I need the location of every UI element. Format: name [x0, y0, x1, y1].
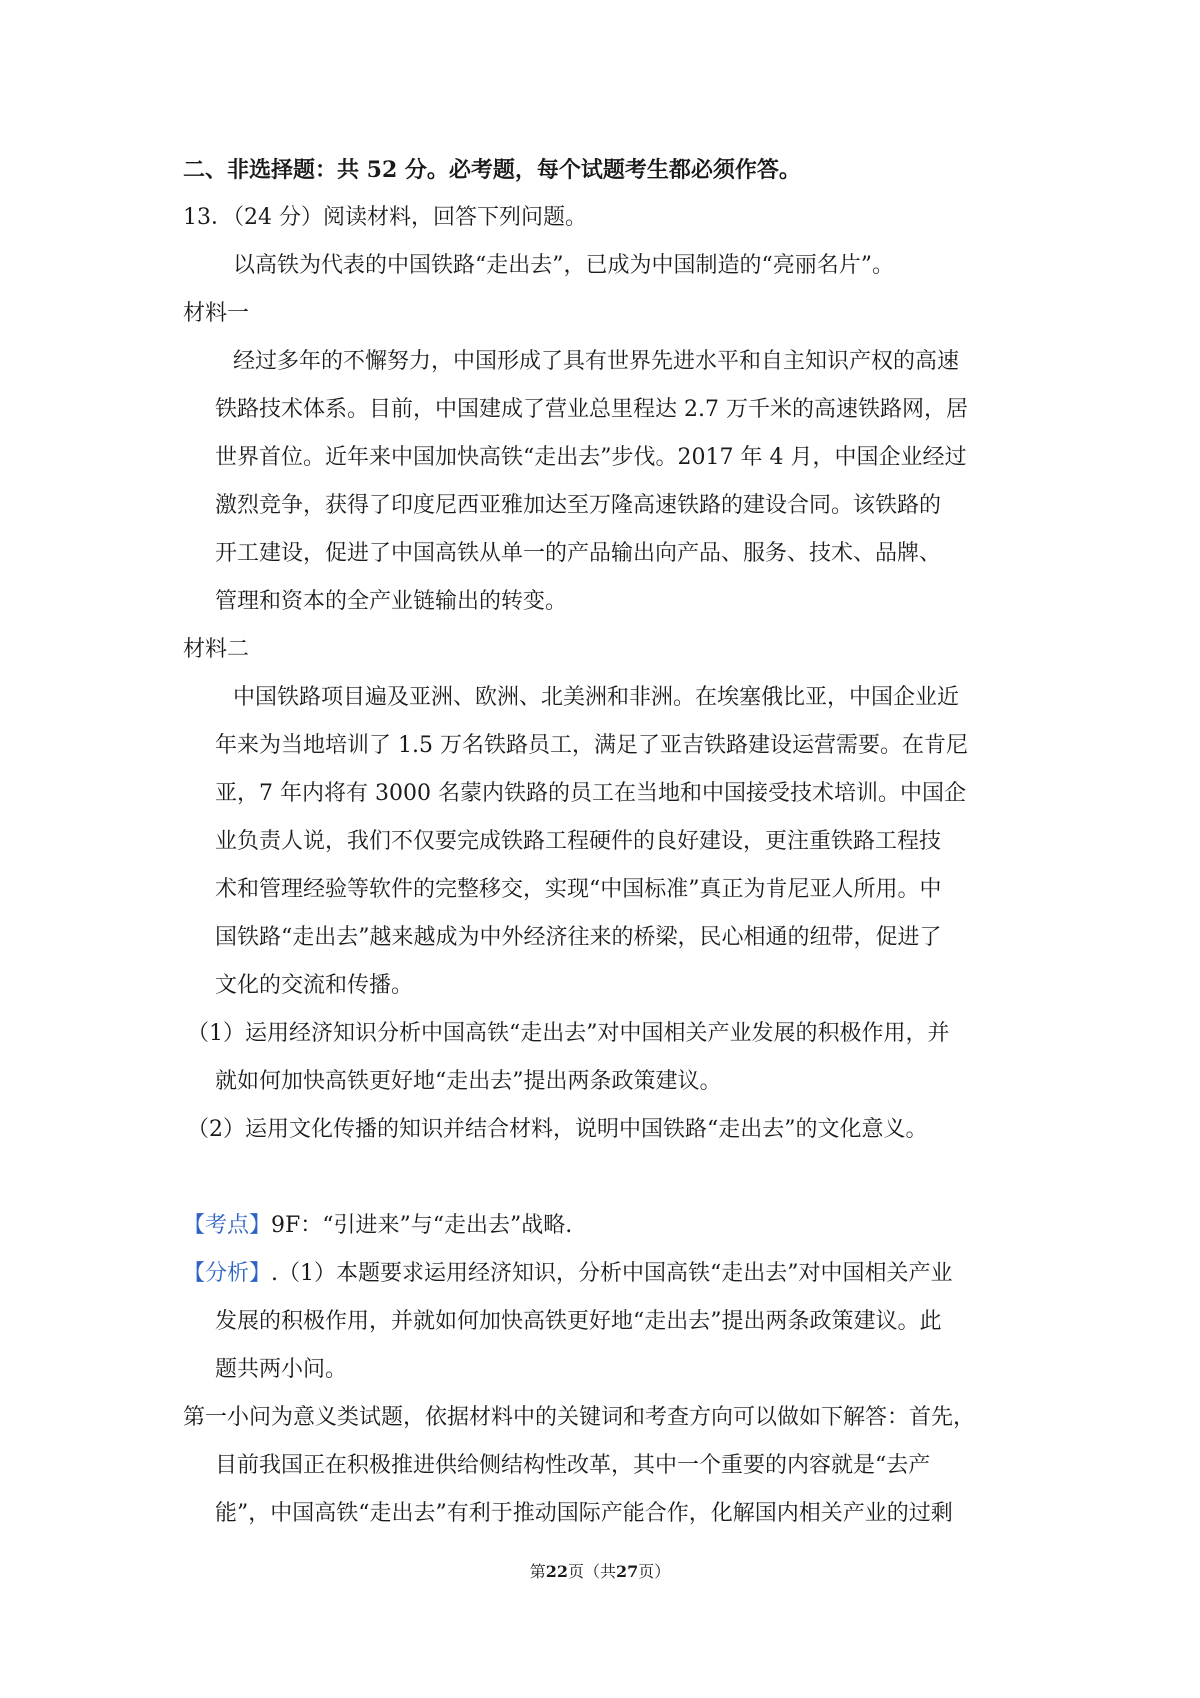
material-two-label: 材料二	[183, 637, 250, 662]
material-one-line: 开工建设，促进了中国高铁从单一的产品输出向产品、服务、技术、品牌、	[215, 541, 942, 566]
kaodian-line	[183, 1211, 1200, 1241]
footer-suffix: 页）	[638, 1562, 671, 1581]
material-two-line: 术和管理经验等软件的完整移交，实现“中国标准”真正为肯尼亚人所用。中	[215, 877, 942, 902]
material-two-line: 年来为当地培训了 1.5 万名铁路员工，满足了亚吉铁路建设运营需要。在肯尼	[215, 733, 968, 758]
material-one-label: 材料一	[183, 301, 250, 326]
material-one-line: 世界首位。近年来中国加快高铁“走出去”步伐。2017 年 4 月，中国企业经过	[215, 445, 967, 470]
fenxi-tag: 【分析】	[183, 1261, 272, 1286]
intro-text: 以高铁为代表的中国铁路“走出去”，已成为中国制造的“亮丽名片”。	[233, 253, 894, 278]
fenxi-line	[183, 1259, 1200, 1289]
footer-total-pages: 27	[616, 1562, 639, 1581]
analysis-line: 目前我国正在积极推进供给侧结构性改革，其中一个重要的内容就是“去产	[215, 1453, 931, 1478]
kaodian-tag: 【考点】	[183, 1213, 272, 1238]
fenxi-line-cont: 题共两小问。	[215, 1357, 348, 1382]
material-one-line: 激烈竞争，获得了印度尼西亚雅加达至万隆高速铁路的建设合同。该铁路的	[215, 493, 942, 518]
material-one-line: 铁路技术体系。目前，中国建成了营业总里程达 2.7 万千米的高速铁路网，居	[215, 397, 968, 422]
kaodian-text: 9F：“引进来”与“走出去”战略.	[271, 1213, 573, 1238]
sub-question-2: （2）运用文化传播的知识并结合材料，说明中国铁路“走出去”的文化意义。	[187, 1117, 928, 1142]
analysis-line: 能”，中国高铁“走出去”有利于推动国际产能合作，化解国内相关产业的过剩	[215, 1501, 953, 1526]
footer-middle: 页（共	[567, 1562, 616, 1581]
material-one-line: 经过多年的不懈努力，中国形成了具有世界先进水平和自主知识产权的高速	[233, 349, 960, 374]
material-two-line: 国铁路“走出去”越来越成为中外经济往来的桥梁，民心相通的纽带，促进了	[215, 925, 942, 950]
material-two-line: 文化的交流和传播。	[215, 973, 414, 998]
analysis-paragraph: 第一小问为意义类试题，依据材料中的关键词和考查方向可以做如下解答：首先，	[183, 1405, 976, 1430]
footer-page-number: 22	[545, 1562, 568, 1581]
material-two-line: 中国铁路项目遍及亚洲、欧洲、北美洲和非洲。在埃塞俄比亚，中国企业近	[233, 685, 960, 710]
footer-prefix: 第	[529, 1562, 546, 1581]
sub-question-1-cont: 就如何加快高铁更好地“走出去”提出两条政策建议。	[215, 1069, 722, 1094]
fenxi-text: .（1）本题要求运用经济知识，分析中国高铁“走出去”对中国相关产业	[271, 1261, 953, 1286]
material-two-line: 业负责人说，我们不仅要完成铁路工程硬件的良好建设，更注重铁路工程技	[215, 829, 942, 854]
sub-question-1: （1）运用经济知识分析中国高铁“走出去”对中国相关产业发展的积极作用，并	[187, 1021, 950, 1046]
fenxi-line-cont: 发展的积极作用，并就如何加快高铁更好地“走出去”提出两条政策建议。此	[215, 1309, 942, 1334]
page-footer	[0, 1562, 1200, 1582]
material-two-line: 亚，7 年内将有 3000 名蒙内铁路的员工在当地和中国接受技术培训。中国企	[215, 781, 966, 806]
material-one-line: 管理和资本的全产业链输出的转变。	[215, 589, 568, 614]
section-title: 二、非选择题：共 52 分。必考题，每个试题考生都必须作答。	[183, 157, 801, 183]
question-head: 13．（24 分）阅读材料，回答下列问题。	[183, 205, 587, 230]
